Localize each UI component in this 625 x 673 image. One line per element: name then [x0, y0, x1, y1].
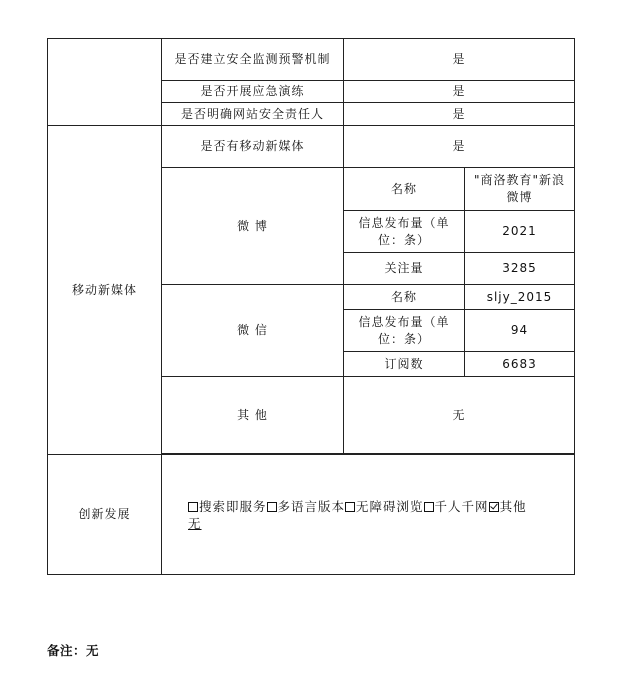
drill-label: 是否开展应急演练 — [162, 81, 344, 103]
option-personalized[interactable] — [424, 499, 489, 514]
monitoring-label: 是否建立安全监测预警机制 — [162, 39, 344, 81]
other-value: 无 — [344, 377, 575, 454]
option-accessibility[interactable] — [345, 499, 424, 514]
checkbox-icon[interactable] — [188, 502, 198, 512]
option-label: 其他 — [499, 498, 527, 514]
checkbox-checked-icon[interactable] — [489, 502, 499, 512]
wechat-label: 微 信 — [162, 285, 344, 377]
weibo-follow-value: 3285 — [465, 253, 575, 285]
security-section-cell — [48, 39, 162, 126]
weibo-posts-label: 信息发布量（单位：条） — [344, 211, 465, 253]
option-label: 多语言版本 — [277, 498, 346, 514]
wechat-name-label: 名称 — [344, 285, 465, 310]
option-search-service[interactable] — [188, 499, 267, 514]
checkbox-icon[interactable] — [345, 502, 355, 512]
responsible-label: 是否明确网站安全责任人 — [162, 103, 344, 126]
option-label: 千人千网 — [434, 498, 489, 514]
weibo-posts-value: 2021 — [465, 211, 575, 253]
innovation-option-list — [188, 498, 571, 515]
footnote: 备注：无 — [47, 643, 100, 658]
weibo-name-label: 名称 — [344, 168, 465, 211]
checkbox-icon[interactable] — [267, 502, 277, 512]
wechat-posts-label: 信息发布量（单位：条） — [344, 310, 465, 352]
has-mobile-media-label: 是否有移动新媒体 — [162, 126, 344, 168]
option-other[interactable] — [489, 499, 527, 514]
report-table — [47, 38, 575, 575]
wechat-name-value: sljy_2015 — [465, 285, 575, 310]
other-label: 其 他 — [162, 377, 344, 454]
wechat-subs-label: 订阅数 — [344, 352, 465, 377]
innovation-label: 创新发展 — [48, 455, 162, 575]
wechat-posts-value: 94 — [465, 310, 575, 352]
option-label: 无障碍浏览 — [356, 498, 424, 514]
has-mobile-media-value: 是 — [344, 126, 575, 168]
monitoring-value: 是 — [344, 39, 575, 81]
checkbox-icon[interactable] — [424, 502, 434, 512]
innovation-options — [162, 455, 575, 575]
responsible-value: 是 — [344, 103, 575, 126]
weibo-label: 微 博 — [162, 168, 344, 285]
innovation-other-text: 无 — [188, 515, 202, 531]
weibo-name-value: "商洛教育"新浪微博 — [465, 168, 575, 211]
option-multilingual[interactable] — [267, 499, 346, 514]
option-label: 搜索即服务 — [199, 498, 267, 514]
mobile-media-label: 移动新媒体 — [48, 126, 162, 455]
weibo-follow-label: 关注量 — [344, 253, 465, 285]
wechat-subs-value: 6683 — [465, 352, 575, 377]
drill-value: 是 — [344, 81, 575, 103]
